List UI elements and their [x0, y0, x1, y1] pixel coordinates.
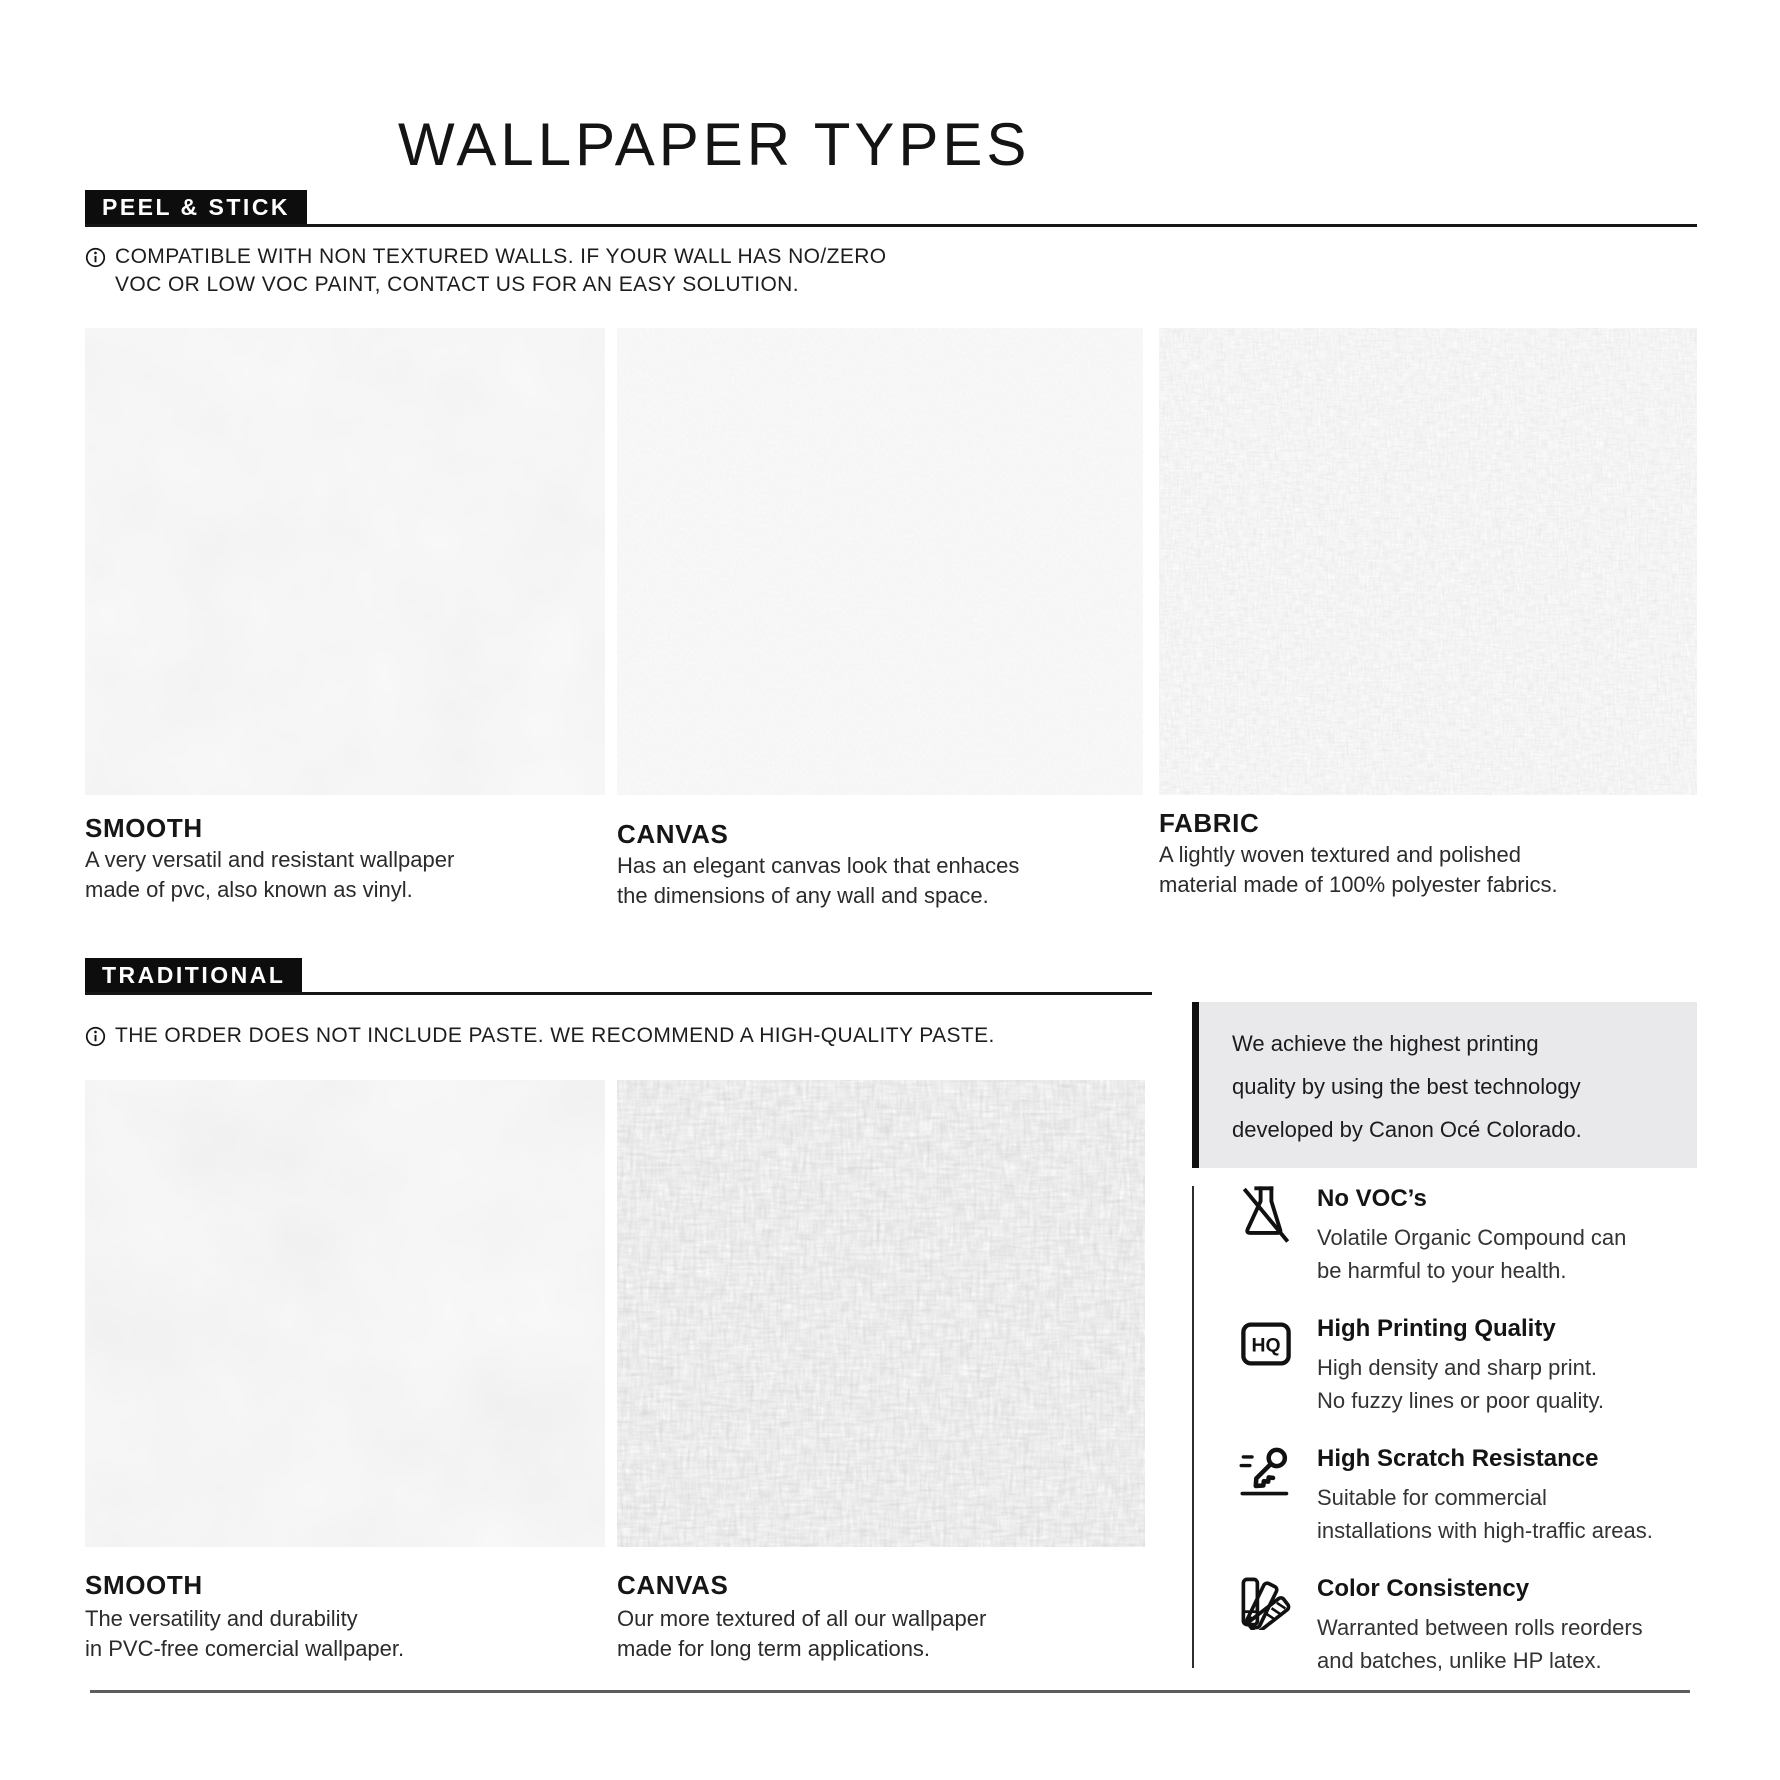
key-scratch-icon — [1238, 1444, 1294, 1504]
feature-title: Color Consistency — [1317, 1575, 1530, 1602]
section-label-text: PEEL & STICK — [102, 194, 291, 220]
quality-note-text: We achieve the highest printing — [1232, 1031, 1539, 1056]
feature-description: Suitable for commercial installations with high-traffic areas. — [1317, 1485, 1653, 1543]
feature-description: High density and sharp print. No fuzzy lines or poor quality. — [1317, 1355, 1604, 1413]
note-text: THE ORDER DOES NOT INCLUDE PASTE. WE RECOMMEND A HIGH-QUALITY PASTE. — [115, 1024, 995, 1047]
feature-title: No VOC’s — [1317, 1185, 1427, 1212]
swatch-title: CANVAS — [617, 1570, 729, 1600]
swatch-description: A lightly woven textured and polished material made of 100% polyester fabrics. — [1159, 842, 1558, 897]
feature-list-rule — [1192, 1186, 1194, 1668]
quality-note-text: quality by using the best technology — [1232, 1074, 1581, 1099]
peel-stick-note-line1 — [85, 245, 887, 269]
color-swatchbook-icon — [1238, 1574, 1294, 1634]
svg-text:HQ: HQ — [1251, 1334, 1281, 1357]
section-rule-peel-stick — [85, 224, 1697, 227]
page-title: WALLPAPER TYPES — [398, 111, 1031, 179]
swatch-description: The versatility and durability in PVC-free comercial wallpaper. — [85, 1606, 405, 1661]
quality-note-text: developed by Canon Océ Colorado. — [1232, 1117, 1582, 1142]
section-label-text: TRADITIONAL — [102, 962, 286, 988]
info-icon — [85, 1026, 106, 1047]
info-icon — [85, 247, 106, 268]
texture-swatch-peel-canvas — [617, 328, 1143, 795]
feature-description: Volatile Organic Compound can be harmful to your health. — [1317, 1225, 1627, 1283]
peel-stick-note-line2: VOC OR LOW VOC PAINT, CONTACT US FOR AN EASY SOLUTION. — [115, 273, 799, 296]
feature-title: High Printing Quality — [1317, 1315, 1556, 1342]
feature-description: Warranted between rolls reorders and batches, unlike HP latex. — [1317, 1615, 1643, 1673]
section-label-peel-stick — [85, 190, 307, 224]
texture-swatch-traditional-smooth — [85, 1080, 605, 1547]
section-label-traditional — [85, 958, 302, 992]
swatch-description: Has an elegant canvas look that enhaces the dimensions of any wall and space. — [617, 853, 1020, 908]
swatch-description: Our more textured of all our wallpaper made for long term applications. — [617, 1606, 987, 1661]
texture-swatch-peel-smooth — [85, 328, 605, 795]
printing-quality-callout — [1192, 1002, 1697, 1168]
section-rule-traditional — [85, 992, 1152, 995]
bottom-divider — [90, 1690, 1690, 1693]
texture-swatch-traditional-canvas — [617, 1080, 1145, 1547]
no-voc-flask-icon — [1238, 1184, 1294, 1244]
hq-badge-icon — [1238, 1316, 1294, 1376]
swatch-title: CANVAS — [617, 819, 729, 849]
swatch-title: SMOOTH — [85, 1570, 203, 1600]
feature-title: High Scratch Resistance — [1317, 1445, 1599, 1472]
traditional-note-line1 — [85, 1024, 995, 1048]
texture-swatch-peel-fabric — [1159, 328, 1697, 795]
swatch-title: SMOOTH — [85, 813, 203, 843]
swatch-description: A very versatil and resistant wallpaper made of pvc, also known as vinyl. — [85, 847, 455, 902]
note-text: COMPATIBLE WITH NON TEXTURED WALLS. IF YOUR WALL HAS NO/ZERO — [115, 245, 887, 268]
swatch-title: FABRIC — [1159, 808, 1260, 838]
